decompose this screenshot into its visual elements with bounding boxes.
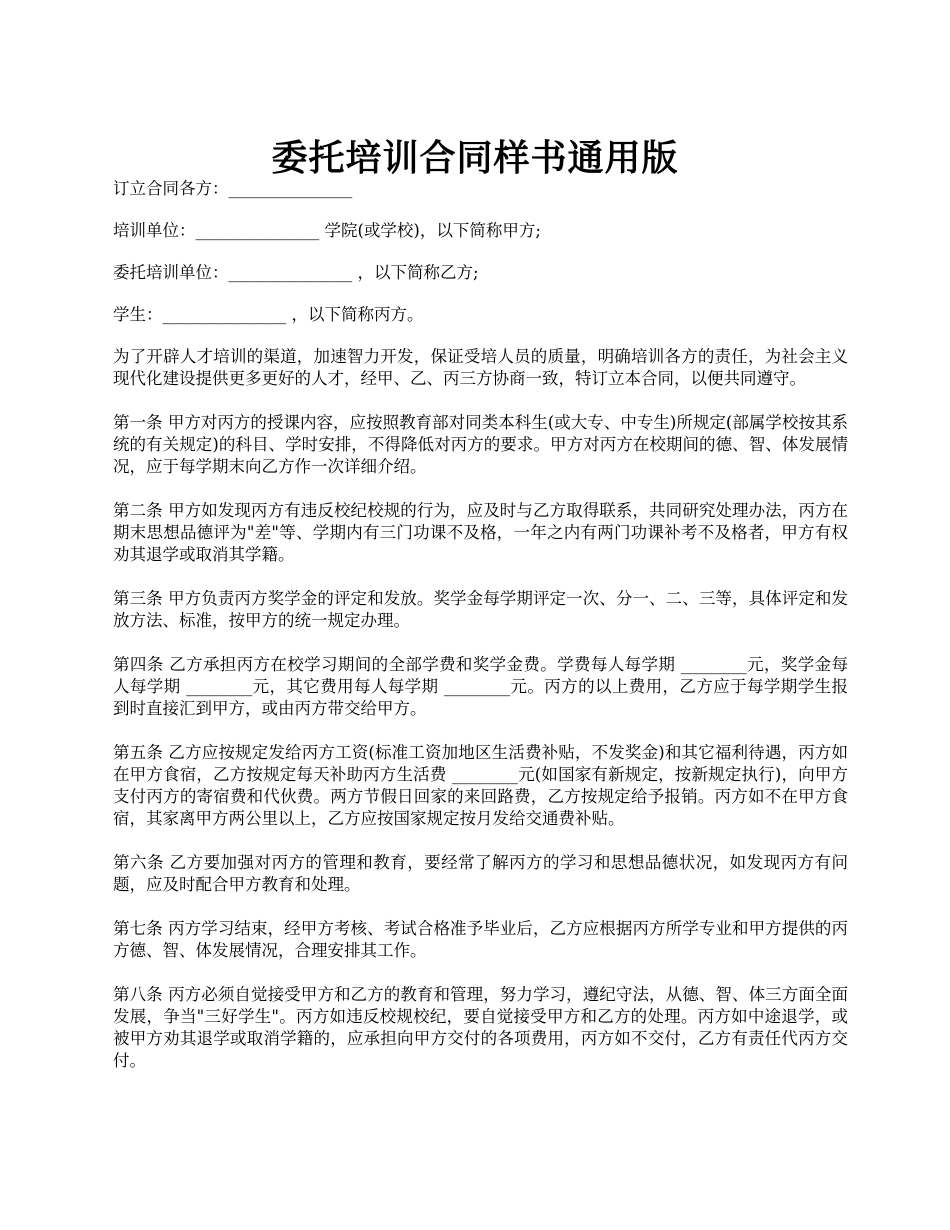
article-1-paragraph: 第一条 甲方对丙方的授课内容，应按照教育部对同类本科生(或大专、中专生)所规定(部属学校按其系统的有关规定)的科目、学时安排，不得降低对丙方的要求。甲方对丙方在校期间的德、智、体发展情况，应于每学期末向乙方作一次详细介绍。 bbox=[113, 413, 848, 476]
article-7-paragraph: 第七条 丙方学习结束，经甲方考核、考试合格准予毕业后，乙方应根据丙方所学专业和甲方提供的丙方德、智、体发展情况，合理安排其工作。 bbox=[113, 919, 848, 960]
article-2-paragraph: 第二条 甲方如发现丙方有违反校纪校规的行为，应及时与乙方取得联系，共同研究处理办法，丙方在期末思想品德评为"差"等、学期内有三门功课不及格，一年之内有两门功课补考不及格者，甲方有权劝其退学或取消其学籍。 bbox=[113, 501, 848, 564]
party-a-line: 培训单位：_______________ 学院(或学校)，以下简称甲方; bbox=[113, 221, 541, 240]
party-b-line: 委托培训单位：_______________ ，以下简称乙方; bbox=[113, 263, 479, 282]
article-4-paragraph: 第四条 乙方承担丙方在校学习期间的全部学费和奖学金费。学费每人每学期 ________元，奖学金每人每学期 ________元，其它费用每人每学期 ________元。丙方的以上费用，乙方应于每学期学生报到时直接汇到甲方，或由丙方带交给甲方。 bbox=[113, 655, 848, 718]
party-c-line: 学生：_______________ ，以下简称丙方。 bbox=[113, 305, 424, 324]
article-8-paragraph: 第八条 丙方必须自觉接受甲方和乙方的教育和管理，努力学习，遵纪守法，从德、智、体三方面全面发展，争当"三好学生"。丙方如违反校规校纪，要自觉接受甲方和乙方的处理。丙方如中途退学，或被甲方劝其退学或取消学籍的，应承担向甲方交付的各项费用，丙方如不交付，乙方有责任代丙方交付。 bbox=[113, 985, 848, 1070]
parties-line: 订立合同各方：_______________ bbox=[113, 179, 353, 198]
article-5-paragraph: 第五条 乙方应按规定发给丙方工资(标准工资加地区生活费补贴，不发奖金)和其它福利待遇，丙方如在甲方食宿，乙方按规定每天补助丙方生活费 ________元(如国家有新规定，按新规定执行)，向甲方支付丙方的寄宿费和代伙费。两方节假日回家的来回路费，乙方按规定给予报销。丙方如不在甲方食宿，其家离甲方两公里以上，乙方应按国家规定按月发给交通费补贴。 bbox=[113, 743, 848, 828]
preamble-paragraph: 为了开辟人才培训的渠道，加速智力开发，保证受培人员的质量，明确培训各方的责任，为社会主义现代化建设提供更多更好的人才，经甲、乙、丙三方协商一致，特订立本合同，以便共同遵守。 bbox=[113, 347, 848, 388]
document-body bbox=[113, 178, 848, 1094]
article-3-paragraph: 第三条 甲方负责丙方奖学金的评定和发放。奖学金每学期评定一次、分一、二、三等，具体评定和发放方法、标准，按甲方的统一规定办理。 bbox=[113, 589, 848, 630]
document-title: 委托培训合同样书通用版 bbox=[271, 137, 679, 180]
article-6-paragraph: 第六条 乙方要加强对丙方的管理和教育，要经常了解丙方的学习和思想品德状况，如发现丙方有问题，应及时配合甲方教育和处理。 bbox=[113, 853, 848, 894]
